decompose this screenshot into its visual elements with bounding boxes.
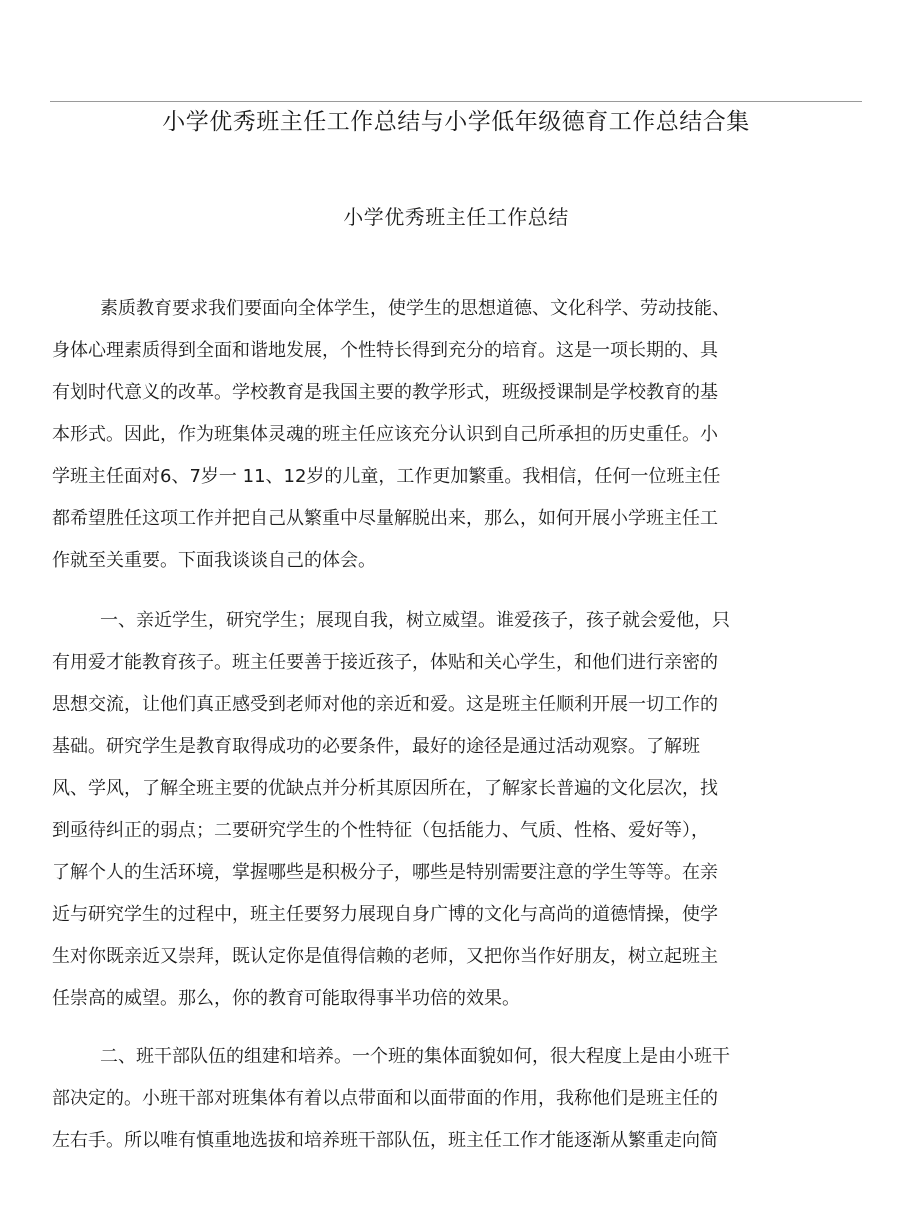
paragraph-line: 任崇高的威望。那么，你的教育可能取得事半功倍的效果。 <box>52 988 520 1009</box>
paragraph-line: 左右手。所以唯有慎重地选拔和培养班干部队伍，班主任工作才能逐渐从繁重走向简 <box>52 1130 718 1151</box>
paragraph-line: 一、亲近学生，研究学生；展现自我，树立威望。谁爱孩子，孩子就会爱他，只 <box>100 610 730 631</box>
paragraph-line: 都希望胜任这项工作并把自己从繁重中尽量解脱出来，那么，如何开展小学班主任工 <box>52 508 718 529</box>
paragraph-line: 素质教育要求我们要面向全体学生，使学生的思想道德、文化科学、劳动技能、 <box>100 298 730 319</box>
paragraph-line: 学班主任面对6、7岁一 11、12岁的儿童，工作更加繁重。我相信，任何一位班主任 <box>52 466 721 487</box>
paragraph-line: 作就至关重要。下面我谈谈自己的体会。 <box>52 550 376 571</box>
paragraph-line: 有用爱才能教育孩子。班主任要善于接近孩子，体贴和关心学生，和他们进行亲密的 <box>52 652 718 673</box>
paragraph-line: 了解个人的生活环境，掌握哪些是积极分子，哪些是特别需要注意的学生等等。在亲 <box>52 862 718 883</box>
paragraph-1 <box>52 288 842 582</box>
paragraph-line: 近与研究学生的过程中，班主任要努力展现自身广博的文化与高尚的道德情操，使学 <box>52 904 718 925</box>
paragraph-line: 本形式。因此，作为班集体灵魂的班主任应该充分认识到自己所承担的历史重任。小 <box>52 424 718 445</box>
paragraph-2 <box>52 600 842 1020</box>
paragraph-line: 生对你既亲近又崇拜，既认定你是值得信赖的老师，又把你当作好朋友，树立起班主 <box>52 946 718 967</box>
paragraph-3 <box>52 1036 842 1162</box>
section-title: 小学优秀班主任工作总结 <box>343 205 569 229</box>
paragraph-line: 到亟待纠正的弱点；二要研究学生的个性特征（包括能力、气质、性格、爱好等）， <box>52 820 709 841</box>
document-title: 小学优秀班主任工作总结与小学低年级德育工作总结合集 <box>162 109 750 135</box>
paragraph-line: 有划时代意义的改革。学校教育是我国主要的教学形式，班级授课制是学校教育的基 <box>52 382 718 403</box>
paragraph-line: 二、班干部队伍的组建和培养。一个班的集体面貌如何，很大程度上是由小班干 <box>100 1046 730 1067</box>
header-rule <box>50 101 862 102</box>
paragraph-line: 风、学风，了解全班主要的优缺点并分析其原因所在，了解家长普遍的文化层次，找 <box>52 778 718 799</box>
paragraph-line: 思想交流，让他们真正感受到老师对他的亲近和爱。这是班主任顺利开展一切工作的 <box>52 694 718 715</box>
paragraph-line: 基础。研究学生是教育取得成功的必要条件，最好的途径是通过活动观察。了解班 <box>52 736 700 757</box>
paragraph-line: 身体心理素质得到全面和谐地发展，个性特长得到充分的培育。这是一项长期的、具 <box>52 340 718 361</box>
paragraph-line: 部决定的。小班干部对班集体有着以点带面和以面带面的作用，我称他们是班主任的 <box>52 1088 718 1109</box>
